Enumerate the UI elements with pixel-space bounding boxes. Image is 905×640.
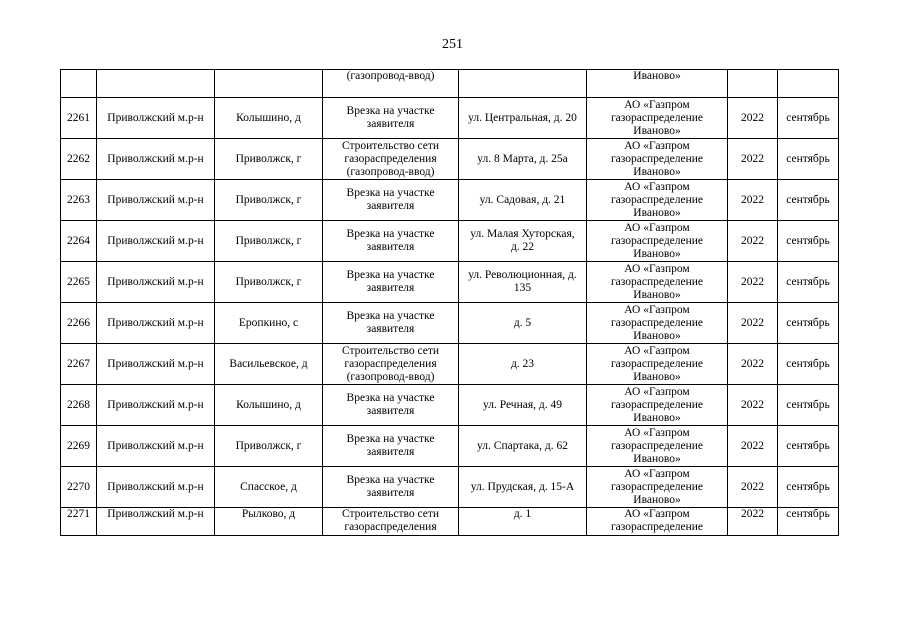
cell-work-text: Строительство сети газораспределения (газопровод-ввод) xyxy=(341,344,440,383)
cell-district xyxy=(97,385,215,426)
cell-month xyxy=(778,262,839,303)
cell-year xyxy=(728,180,778,221)
table-row-continued xyxy=(61,70,839,98)
cell-num xyxy=(61,221,97,262)
cell-month xyxy=(778,303,839,344)
cell-organization xyxy=(587,221,728,262)
cell-district xyxy=(97,139,215,180)
cell-district xyxy=(97,180,215,221)
cell-month-text: сентябрь xyxy=(786,111,830,124)
cell-num xyxy=(61,262,97,303)
table-row-truncated xyxy=(61,508,839,536)
cell-settlement-text: Васильевское, д xyxy=(229,357,308,370)
cell-month xyxy=(778,467,839,508)
cell-address-text: д. 1 xyxy=(513,508,532,520)
cell-settlement-text: Приволжск, г xyxy=(235,275,302,288)
cell-settlement-text: Колышино, д xyxy=(236,398,301,411)
cell-district xyxy=(97,221,215,262)
cell-month xyxy=(778,344,839,385)
cell-month-text: сентябрь xyxy=(786,193,830,206)
cell-num-text: 2261 xyxy=(67,111,90,124)
cell-work xyxy=(323,426,459,467)
cell-month xyxy=(778,70,839,98)
cell-organization-text: АО «Газпром газораспределение Иваново» xyxy=(610,180,704,219)
cell-month xyxy=(778,385,839,426)
cell-num xyxy=(61,70,97,98)
cell-organization xyxy=(587,70,728,98)
cell-year xyxy=(728,426,778,467)
cell-settlement-text: Приволжск, г xyxy=(235,193,302,206)
cell-organization-text: АО «Газпром газораспределение Иваново» xyxy=(610,262,704,301)
cell-num-text: 2268 xyxy=(67,398,90,411)
cell-settlement xyxy=(215,385,323,426)
cell-district-text: Приволжский м.р-н xyxy=(107,193,204,206)
cell-address-text: ул. Садовая, д. 21 xyxy=(479,193,566,206)
cell-address-text: ул. 8 Марта, д. 25а xyxy=(477,152,568,165)
cell-num-text: 2266 xyxy=(67,316,90,329)
cell-organization-text: АО «Газпром газораспределение Иваново» xyxy=(610,303,704,342)
cell-year xyxy=(728,508,778,536)
cell-organization xyxy=(587,180,728,221)
cell-work xyxy=(323,385,459,426)
cell-year xyxy=(728,70,778,98)
table-row xyxy=(61,180,839,221)
cell-organization xyxy=(587,426,728,467)
cell-year-text: 2022 xyxy=(741,508,764,520)
cell-work-text: Врезка на участке заявителя xyxy=(346,187,435,212)
cell-settlement xyxy=(215,467,323,508)
cell-year-text: 2022 xyxy=(741,111,764,124)
cell-month-text: сентябрь xyxy=(786,234,830,247)
cell-num xyxy=(61,303,97,344)
cell-address xyxy=(459,180,587,221)
cell-district xyxy=(97,467,215,508)
cell-settlement-text: Приволжск, г xyxy=(235,439,302,452)
cell-year-text: 2022 xyxy=(741,316,764,329)
cell-organization-text: АО «Газпром газораспределение Иваново» xyxy=(610,385,704,424)
cell-work xyxy=(323,262,459,303)
cell-num-text: 2262 xyxy=(67,152,90,165)
cell-address xyxy=(459,221,587,262)
cell-year xyxy=(728,344,778,385)
cell-organization-text: АО «Газпром газораспределение Иваново» xyxy=(610,98,704,137)
cell-num xyxy=(61,385,97,426)
cell-organization-text: АО «Газпром газораспределение Иваново» xyxy=(610,467,704,506)
cell-district-text: Приволжский м.р-н xyxy=(107,234,204,247)
cell-month xyxy=(778,98,839,139)
table-row xyxy=(61,344,839,385)
cell-settlement-text: Еропкино, с xyxy=(238,316,299,329)
cell-address-text: д. 5 xyxy=(513,316,532,329)
table-body xyxy=(61,70,839,536)
cell-district-text: Приволжский м.р-н xyxy=(107,439,204,452)
cell-address xyxy=(459,508,587,536)
cell-organization xyxy=(587,467,728,508)
cell-organization xyxy=(587,385,728,426)
cell-num-text: 2264 xyxy=(67,234,90,247)
cell-address-text: ул. Революционная, д. 135 xyxy=(468,269,577,294)
cell-work xyxy=(323,70,459,98)
gas-connection-table xyxy=(60,69,839,536)
cell-num xyxy=(61,180,97,221)
cell-work-text: Врезка на участке заявителя xyxy=(346,433,435,458)
cell-work-text: Врезка на участке заявителя xyxy=(346,392,435,417)
cell-settlement xyxy=(215,303,323,344)
cell-year-text: 2022 xyxy=(741,275,764,288)
cell-year xyxy=(728,385,778,426)
cell-district xyxy=(97,344,215,385)
cell-year-text: 2022 xyxy=(741,234,764,247)
cell-year xyxy=(728,467,778,508)
cell-work xyxy=(323,139,459,180)
cell-month xyxy=(778,221,839,262)
cell-organization xyxy=(587,139,728,180)
cell-work-text: Врезка на участке заявителя xyxy=(346,105,435,130)
cell-year-text: 2022 xyxy=(741,193,764,206)
cell-month-text: сентябрь xyxy=(786,439,830,452)
cell-organization-text: АО «Газпром газораспределение Иваново» xyxy=(610,221,704,260)
cell-address-text: д. 23 xyxy=(510,357,535,370)
cell-district xyxy=(97,426,215,467)
cell-work-text: Строительство сети газораспределения xyxy=(341,508,440,533)
cell-year xyxy=(728,262,778,303)
cell-settlement xyxy=(215,508,323,536)
cell-month xyxy=(778,508,839,536)
cell-year xyxy=(728,303,778,344)
table-row xyxy=(61,262,839,303)
cell-address xyxy=(459,344,587,385)
cell-num xyxy=(61,344,97,385)
cell-organization-text: АО «Газпром газораспределение Иваново» xyxy=(610,139,704,178)
cell-address xyxy=(459,467,587,508)
cell-work xyxy=(323,344,459,385)
cell-address xyxy=(459,70,587,98)
cell-district-text: Приволжский м.р-н xyxy=(107,480,204,493)
cell-num xyxy=(61,139,97,180)
cell-year xyxy=(728,98,778,139)
cell-address xyxy=(459,385,587,426)
cell-address xyxy=(459,98,587,139)
cell-work xyxy=(323,508,459,536)
cell-settlement xyxy=(215,180,323,221)
cell-num xyxy=(61,467,97,508)
cell-month-text: сентябрь xyxy=(786,316,830,329)
table-row xyxy=(61,139,839,180)
cell-month-text: сентябрь xyxy=(786,398,830,411)
cell-settlement-text: Рылково, д xyxy=(241,508,296,520)
cell-work xyxy=(323,98,459,139)
cell-address xyxy=(459,303,587,344)
cell-organization-text: АО «Газпром газораспределение Иваново» xyxy=(610,426,704,465)
cell-num-text: 2265 xyxy=(67,275,90,288)
cell-settlement xyxy=(215,221,323,262)
cell-num-text: 2269 xyxy=(67,439,90,452)
cell-district-text: Приволжский м.р-н xyxy=(107,111,204,124)
cell-organization xyxy=(587,344,728,385)
cell-district-text: Приволжский м.р-н xyxy=(107,357,204,370)
cell-settlement-text: Приволжск, г xyxy=(235,234,302,247)
cell-organization-text: Иваново» xyxy=(633,70,681,82)
cell-num-text: 2267 xyxy=(67,357,90,370)
cell-district-text: Приволжский м.р-н xyxy=(107,275,204,288)
cell-district xyxy=(97,303,215,344)
cell-month xyxy=(778,139,839,180)
cell-settlement xyxy=(215,70,323,98)
cell-num-text: 2270 xyxy=(67,480,90,493)
cell-num xyxy=(61,508,97,536)
cell-district xyxy=(97,98,215,139)
cell-settlement-text: Приволжск, г xyxy=(235,152,302,165)
cell-settlement xyxy=(215,98,323,139)
cell-settlement xyxy=(215,262,323,303)
cell-district-text: Приволжский м.р-н xyxy=(107,398,204,411)
cell-year xyxy=(728,139,778,180)
cell-work-text: Врезка на участке заявителя xyxy=(346,474,435,499)
cell-organization-text: АО «Газпром газораспределение Иваново» xyxy=(610,344,704,383)
table-row xyxy=(61,303,839,344)
cell-organization xyxy=(587,508,728,536)
cell-num-text: 2271 xyxy=(67,508,90,520)
cell-settlement-text: Колышино, д xyxy=(236,111,301,124)
cell-work-text: (газопровод-ввод) xyxy=(346,70,435,82)
cell-organization xyxy=(587,262,728,303)
cell-settlement xyxy=(215,139,323,180)
table-row xyxy=(61,426,839,467)
cell-month-text: сентябрь xyxy=(786,480,830,493)
cell-district-text: Приволжский м.р-н xyxy=(107,152,204,165)
cell-address xyxy=(459,262,587,303)
cell-year-text: 2022 xyxy=(741,357,764,370)
table-row xyxy=(61,467,839,508)
cell-address-text: ул. Центральная, д. 20 xyxy=(468,111,577,124)
cell-year-text: 2022 xyxy=(741,439,764,452)
cell-work-text: Врезка на участке заявителя xyxy=(346,228,435,253)
cell-work-text: Строительство сети газораспределения (газопровод-ввод) xyxy=(341,139,440,178)
cell-settlement-text: Спасское, д xyxy=(240,480,297,493)
cell-month-text: сентябрь xyxy=(786,508,830,520)
cell-month-text: сентябрь xyxy=(786,275,830,288)
cell-address xyxy=(459,139,587,180)
cell-district xyxy=(97,508,215,536)
cell-month xyxy=(778,180,839,221)
cell-settlement xyxy=(215,426,323,467)
cell-month-text: сентябрь xyxy=(786,152,830,165)
cell-district xyxy=(97,262,215,303)
page-number: 251 xyxy=(442,37,463,52)
cell-address-text: ул. Прудская, д. 15-А xyxy=(470,480,575,493)
cell-num xyxy=(61,98,97,139)
table-row xyxy=(61,221,839,262)
cell-district-text: Приволжский м.р-н xyxy=(107,316,204,329)
cell-month xyxy=(778,426,839,467)
cell-work-text: Врезка на участке заявителя xyxy=(346,269,435,294)
cell-work xyxy=(323,303,459,344)
cell-address xyxy=(459,426,587,467)
cell-num xyxy=(61,426,97,467)
table-row xyxy=(61,385,839,426)
cell-district-text: Приволжский м.р-н xyxy=(107,508,204,520)
cell-work xyxy=(323,221,459,262)
cell-settlement xyxy=(215,344,323,385)
cell-organization-text: АО «Газпром газораспределение xyxy=(610,508,704,533)
cell-work xyxy=(323,467,459,508)
cell-address-text: ул. Малая Хуторская, д. 22 xyxy=(470,228,575,253)
cell-year-text: 2022 xyxy=(741,152,764,165)
cell-work-text: Врезка на участке заявителя xyxy=(346,310,435,335)
table-row xyxy=(61,98,839,139)
cell-organization xyxy=(587,303,728,344)
cell-month-text: сентябрь xyxy=(786,357,830,370)
cell-num-text: 2263 xyxy=(67,193,90,206)
cell-address-text: ул. Речная, д. 49 xyxy=(483,398,562,411)
cell-year-text: 2022 xyxy=(741,480,764,493)
cell-year-text: 2022 xyxy=(741,398,764,411)
cell-organization xyxy=(587,98,728,139)
cell-year xyxy=(728,221,778,262)
cell-district xyxy=(97,70,215,98)
cell-work xyxy=(323,180,459,221)
cell-address-text: ул. Спартака, д. 62 xyxy=(477,439,568,452)
